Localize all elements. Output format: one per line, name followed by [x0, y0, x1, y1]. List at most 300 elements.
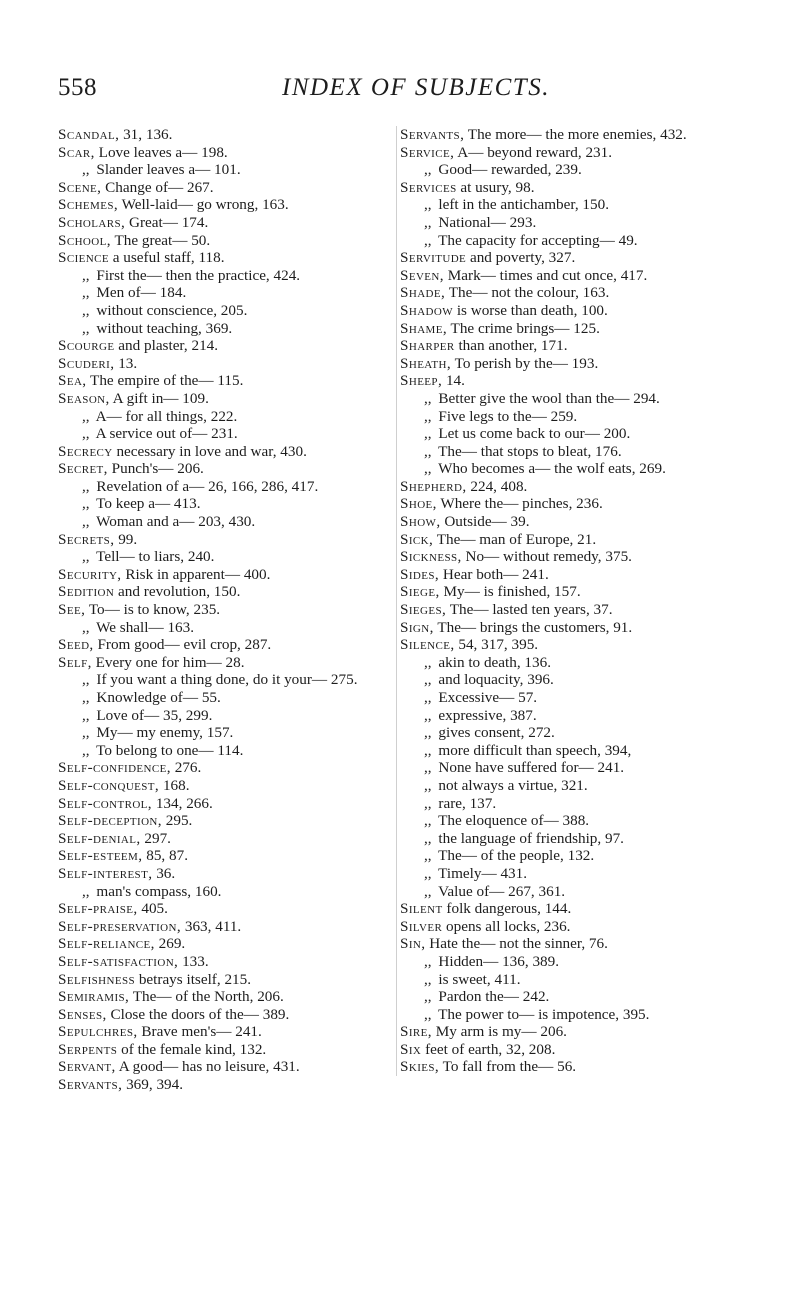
index-entry [400, 478, 732, 496]
entry-headword: Sides, [400, 565, 440, 583]
entry-text: Love leaves a— 198. [94, 143, 228, 161]
entry-headword: Shade, [400, 284, 446, 302]
entry-text: Mark— times and cut once, 417. [443, 266, 648, 284]
entry-text: My— is finished, 157. [439, 583, 581, 601]
entry-text: 85, 87. [142, 847, 188, 865]
index-entry [400, 320, 732, 338]
ditto-mark: ,, [424, 407, 432, 425]
index-entry [58, 971, 388, 989]
index-subentry [58, 883, 388, 901]
entry-headword: Sick, [400, 530, 434, 548]
index-entry [58, 759, 388, 777]
entry-text: Risk in apparent— 400. [121, 565, 271, 583]
entry-text: 276. [170, 759, 202, 777]
index-entry [400, 935, 732, 953]
entry-headword: Sepulchres, [58, 1023, 138, 1041]
index-entry [400, 1058, 732, 1076]
ditto-mark: ,, [424, 161, 432, 179]
index-subentry [400, 443, 732, 461]
ditto-mark: ,, [82, 161, 90, 179]
entry-text: The— man of Europe, 21. [433, 530, 597, 548]
index-entry [58, 249, 388, 267]
entry-text: We shall— 163. [96, 618, 195, 636]
index-subentry [58, 495, 388, 513]
entry-headword: Six [400, 1040, 422, 1058]
index-subentry [400, 232, 732, 250]
entry-headword: Sieges, [400, 601, 447, 619]
entry-text: None have suffered for— 241. [438, 759, 625, 777]
index-entry [58, 601, 388, 619]
entry-headword: Scuderi, [58, 354, 115, 372]
entry-text: Better give the wool than the— 294. [438, 389, 660, 407]
entry-text: Outside— 39. [440, 513, 530, 531]
entry-text: expressive, 387. [438, 706, 537, 724]
entry-text: Knowledge of— 55. [96, 689, 221, 706]
index-subentry [58, 742, 388, 760]
entry-headword: Self-deception, [58, 812, 162, 830]
index-entry [58, 1023, 388, 1041]
ditto-mark: ,, [424, 970, 432, 988]
entry-text: First the— then the practice, 424. [96, 266, 301, 284]
entry-headword: Self-esteem, [58, 847, 143, 865]
index-entry [58, 443, 388, 461]
index-subentry [58, 267, 388, 285]
entry-headword: Silence, [400, 636, 455, 654]
index-entry [58, 900, 388, 918]
entry-text: 134, 266. [152, 794, 213, 812]
entry-text: left in the antichamber, 150. [438, 196, 610, 214]
index-entry [400, 126, 732, 144]
entry-headword: Science [58, 249, 109, 267]
index-entry [400, 179, 732, 197]
index-subentry [400, 971, 732, 989]
ditto-mark: ,, [424, 213, 432, 231]
entry-headword: Seven, [400, 266, 444, 284]
entry-headword: Sedition [58, 583, 115, 601]
index-entry [400, 900, 732, 918]
index-subentry [400, 707, 732, 725]
index-subentry [400, 408, 732, 426]
entry-headword: Serpents [58, 1040, 118, 1058]
entry-headword: Show, [400, 513, 441, 531]
entry-text: The— of the North, 206. [129, 988, 284, 1006]
entry-headword: Servants, [58, 1076, 123, 1094]
entry-text: The— lasted ten years, 37. [446, 601, 613, 619]
index-entry [58, 777, 388, 795]
entry-headword: Sign, [400, 618, 434, 636]
entry-text: Men of— 184. [96, 284, 187, 302]
entry-text: not always a virtue, 321. [438, 776, 588, 794]
index-entry [58, 1006, 388, 1024]
entry-text: Pardon the— 242. [438, 988, 550, 1006]
entry-headword: Scholars, [58, 213, 126, 231]
entry-text: more difficult than speech, 394, [438, 741, 632, 759]
entry-headword: Self-conquest, [58, 776, 160, 794]
entry-text: at usury, 98. [456, 178, 535, 196]
entry-text: From good— evil crop, 287. [93, 636, 272, 654]
index-subentry [400, 1006, 732, 1024]
ditto-mark: ,, [424, 952, 432, 970]
index-subentry [58, 689, 388, 707]
entry-headword: Self-satisfaction, [58, 952, 179, 970]
index-entry [58, 812, 388, 830]
ditto-mark: ,, [424, 442, 432, 460]
index-subentry [58, 408, 388, 426]
index-subentry [400, 214, 732, 232]
index-entry [58, 935, 388, 953]
entry-headword: See, [58, 601, 86, 619]
index-entry [58, 1076, 388, 1094]
index-entry [400, 249, 732, 267]
index-entry [58, 795, 388, 813]
entry-text: and revolution, 150. [114, 583, 241, 601]
ditto-mark: ,, [424, 1005, 432, 1023]
entry-headword: Silver [400, 917, 443, 935]
entry-text: Great— 174. [125, 213, 209, 231]
index-entry [400, 619, 732, 637]
entry-text: a useful staff, 118. [108, 249, 225, 267]
entry-headword: Secrecy [58, 442, 113, 460]
entry-text: 269. [154, 935, 186, 953]
entry-text: feet of earth, 32, 208. [421, 1040, 556, 1058]
entry-text: Hidden— 136, 389. [438, 952, 560, 970]
entry-text: To belong to one— 114. [96, 741, 244, 759]
ditto-mark: ,, [424, 759, 432, 777]
entry-headword: Semiramis, [58, 988, 130, 1006]
entry-text: My— my enemy, 157. [96, 724, 234, 742]
entry-text: The empire of the— 115. [86, 372, 244, 390]
index-subentry [400, 742, 732, 760]
index-subentry [400, 865, 732, 883]
ditto-mark: ,, [82, 882, 90, 900]
entry-text: Love of— 35, 299. [96, 706, 213, 724]
entry-headword: Scar, [58, 143, 95, 161]
entry-text: of the female kind, 132. [117, 1040, 267, 1058]
index-entry [58, 232, 388, 250]
entry-text: and loquacity, 396. [438, 671, 554, 689]
entry-text: 405. [137, 900, 168, 918]
ditto-mark: ,, [82, 301, 90, 319]
ditto-mark: ,, [424, 389, 432, 407]
index-entry [400, 918, 732, 936]
index-entry [400, 548, 732, 566]
entry-headword: Scourge [58, 337, 115, 355]
index-entry [400, 636, 732, 654]
entry-text: Good— rewarded, 239. [438, 161, 582, 179]
entry-text: 297. [140, 829, 171, 847]
entry-text: A— beyond reward, 231. [454, 143, 613, 161]
entry-text: is sweet, 411. [438, 970, 521, 988]
ditto-mark: ,, [424, 706, 432, 724]
entry-headword: School, [58, 231, 111, 249]
index-subentry [400, 161, 732, 179]
ditto-mark: ,, [424, 794, 432, 812]
entry-text: National— 293. [438, 213, 537, 231]
entry-text: without conscience, 205. [96, 301, 248, 319]
index-subentry [400, 671, 732, 689]
entry-headword: Self-preservation, [58, 917, 182, 935]
index-subentry [400, 953, 732, 971]
entry-text: The— brings the customers, 91. [433, 618, 633, 636]
entry-headword: Security, [58, 565, 122, 583]
ditto-mark: ,, [424, 653, 432, 671]
entry-headword: Scandal, [58, 126, 120, 143]
ditto-mark: ,, [424, 812, 432, 830]
entry-text: betrays itself, 215. [135, 970, 252, 988]
ditto-mark: ,, [424, 988, 432, 1006]
entry-text: Brave men's— 241. [137, 1023, 262, 1041]
index-subentry [400, 988, 732, 1006]
index-entry [58, 636, 388, 654]
entry-headword: Skies, [400, 1058, 440, 1076]
entry-text: man's compass, 160. [96, 882, 222, 900]
entry-text: gives consent, 272. [438, 724, 555, 742]
entry-text: 363, 411. [181, 917, 242, 935]
entry-text: The crime brings— 125. [447, 319, 600, 337]
entry-text: 31, 136. [119, 126, 173, 143]
index-subentry [400, 425, 732, 443]
entry-headword: Shame, [400, 319, 448, 337]
index-entry [58, 583, 388, 601]
entry-headword: Servant, [58, 1058, 116, 1076]
entry-text: Hate the— not the sinner, 76. [425, 935, 608, 953]
entry-headword: Sharper [400, 337, 455, 355]
entry-headword: Self-praise, [58, 900, 138, 918]
ditto-mark: ,, [424, 460, 432, 478]
entry-text: and poverty, 327. [466, 249, 576, 267]
index-subentry [400, 724, 732, 742]
ditto-mark: ,, [82, 724, 90, 742]
entry-text: To perish by the— 193. [451, 354, 599, 372]
ditto-mark: ,, [424, 864, 432, 882]
ditto-mark: ,, [424, 671, 432, 689]
index-entry [58, 214, 388, 232]
entry-headword: Season, [58, 389, 110, 407]
ditto-mark: ,, [82, 266, 90, 284]
ditto-mark: ,, [82, 319, 90, 337]
entry-text: 168. [159, 776, 190, 794]
entry-text: No— without remedy, 375. [461, 548, 632, 566]
index-entry [58, 196, 388, 214]
entry-text: Change of— 267. [101, 178, 214, 196]
entry-headword: Self-interest, [58, 864, 153, 882]
entry-text: The more— the more enemies, 432. [464, 126, 687, 143]
entry-text: rare, 137. [438, 794, 497, 812]
entry-text: Five legs to the— 259. [438, 407, 578, 425]
index-subentry [400, 795, 732, 813]
entry-headword: Shadow [400, 301, 454, 319]
ditto-mark: ,, [424, 231, 432, 249]
entry-text: 133. [178, 952, 209, 970]
entry-headword: Servitude [400, 249, 467, 267]
index-entry [58, 531, 388, 549]
index-entry [58, 126, 388, 144]
entry-headword: Siege, [400, 583, 440, 601]
index-subentry [400, 460, 732, 478]
index-entry [400, 284, 732, 302]
index-subentry [58, 671, 388, 689]
entry-headword: Shoe, [400, 495, 437, 513]
index-entry [58, 460, 388, 478]
entry-text: A good— has no leisure, 431. [115, 1058, 300, 1076]
index-entry [58, 953, 388, 971]
ditto-mark: ,, [82, 618, 90, 636]
entry-text: The great— 50. [110, 231, 211, 249]
running-head-title: INDEX OF SUBJECTS. [282, 74, 550, 101]
entry-headword: Sheath, [400, 354, 452, 372]
ditto-mark: ,, [82, 706, 90, 724]
entry-headword: Secret, [58, 460, 108, 478]
index-entry [58, 918, 388, 936]
entry-headword: Service, [400, 143, 455, 161]
index-entry [58, 865, 388, 883]
entry-text: The— not the colour, 163. [445, 284, 610, 302]
entry-headword: Sire, [400, 1023, 432, 1041]
ditto-mark: ,, [424, 196, 432, 214]
ditto-mark: ,, [82, 548, 90, 566]
index-entry [58, 1058, 388, 1076]
entry-text: folk dangerous, 144. [442, 900, 572, 918]
entry-headword: Self-reliance, [58, 935, 155, 953]
index-subentry [58, 284, 388, 302]
index-subentry [58, 619, 388, 637]
entry-headword: Sickness, [400, 548, 462, 566]
index-subentry [58, 707, 388, 725]
ditto-mark: ,, [82, 671, 90, 689]
index-column-left [58, 126, 388, 1094]
index-entry [400, 495, 732, 513]
entry-text: Close the doors of the— 389. [106, 1005, 290, 1023]
index-entry [58, 390, 388, 408]
entry-headword: Self-denial, [58, 829, 141, 847]
entry-headword: Seed, [58, 636, 94, 654]
index-subentry [58, 513, 388, 531]
index-entry [400, 566, 732, 584]
index-entry [400, 302, 732, 320]
index-entry [58, 1041, 388, 1059]
entry-text: opens all locks, 236. [442, 917, 571, 935]
index-entry [58, 337, 388, 355]
entry-text: and plaster, 214. [114, 337, 219, 355]
index-entry [400, 144, 732, 162]
entry-text: 54, 317, 395. [454, 636, 539, 654]
entry-text: 14. [442, 372, 465, 390]
entry-text: To keep a— 413. [96, 495, 201, 513]
entry-headword: Schemes, [58, 196, 119, 214]
index-subentry [400, 654, 732, 672]
entry-headword: Sheep, [400, 372, 443, 390]
ditto-mark: ,, [424, 689, 432, 706]
entry-text: than another, 171. [454, 337, 568, 355]
index-subentry [400, 830, 732, 848]
entry-headword: Silent [400, 900, 443, 918]
index-subentry [58, 425, 388, 443]
entry-headword: Scene, [58, 178, 102, 196]
entry-text: The eloquence of— 388. [438, 812, 590, 830]
ditto-mark: ,, [424, 741, 432, 759]
index-subentry [400, 847, 732, 865]
index-subentry [58, 161, 388, 179]
entry-text: Where the— pinches, 236. [436, 495, 603, 513]
entry-headword: Sea, [58, 372, 87, 390]
entry-text: A gift in— 109. [109, 389, 209, 407]
index-entry [58, 654, 388, 672]
ditto-mark: ,, [82, 477, 90, 495]
entry-text: Every one for him— 28. [91, 653, 245, 671]
entry-text: Who becomes a— the wolf eats, 269. [438, 460, 666, 478]
ditto-mark: ,, [424, 425, 432, 443]
entry-text: the language of friendship, 97. [438, 829, 624, 847]
ditto-mark: ,, [424, 847, 432, 865]
entry-text: 13. [114, 354, 138, 372]
entry-text: Hear both— 241. [439, 565, 549, 583]
ditto-mark: ,, [82, 513, 90, 531]
index-subentry [58, 478, 388, 496]
index-entry [400, 601, 732, 619]
entry-headword: Senses, [58, 1005, 107, 1023]
entry-text: Woman and a— 203, 430. [96, 513, 256, 531]
index-entry [58, 830, 388, 848]
entry-text: To— is to know, 235. [85, 601, 221, 619]
index-subentry [400, 689, 732, 707]
entry-headword: Selfishness [58, 970, 136, 988]
entry-text: Slander leaves a— 101. [96, 161, 241, 179]
entry-headword: Self-confidence, [58, 759, 171, 777]
ditto-mark: ,, [424, 776, 432, 794]
entry-text: Let us come back to our— 200. [438, 425, 631, 443]
entry-text: Punch's— 206. [107, 460, 204, 478]
entry-text: The power to— is impotence, 395. [438, 1005, 650, 1023]
entry-text: Revelation of a— 26, 166, 286, 417. [96, 477, 319, 495]
entry-headword: Self-control, [58, 794, 153, 812]
ditto-mark: ,, [424, 724, 432, 742]
index-subentry [58, 320, 388, 338]
entry-text: 99. [114, 530, 138, 548]
entry-text: A service out of— 231. [95, 425, 238, 443]
ditto-mark: ,, [82, 689, 90, 706]
entry-text: The— that stops to bleat, 176. [438, 442, 622, 460]
entry-text: To fall from the— 56. [439, 1058, 577, 1076]
index-subentry [58, 548, 388, 566]
index-entry [400, 531, 732, 549]
entry-text: 224, 408. [466, 477, 528, 495]
entry-headword: Sin, [400, 935, 426, 953]
index-entry [58, 566, 388, 584]
index-subentry [58, 302, 388, 320]
index-subentry [400, 883, 732, 901]
page-number: 558 [58, 74, 97, 101]
index-subentry [400, 812, 732, 830]
index-subentry [400, 777, 732, 795]
entry-headword: Servants, [400, 126, 465, 143]
index-entry [400, 1023, 732, 1041]
ditto-mark: ,, [424, 829, 432, 847]
entry-headword: Services [400, 178, 457, 196]
entry-text: Value of— 267, 361. [438, 882, 566, 900]
index-entry [58, 372, 388, 390]
entry-text: If you want a thing done, do it your— 275. [96, 671, 358, 689]
ditto-mark: ,, [82, 741, 90, 759]
entry-text: necessary in love and war, 430. [112, 442, 307, 460]
index-column-right [396, 126, 732, 1076]
entry-text: My arm is my— 206. [431, 1023, 567, 1041]
ditto-mark: ,, [82, 407, 90, 425]
index-entry [400, 1041, 732, 1059]
index-subentry [58, 724, 388, 742]
index-entry [58, 144, 388, 162]
entry-text: Well-laid— go wrong, 163. [118, 196, 289, 214]
index-entry [58, 988, 388, 1006]
